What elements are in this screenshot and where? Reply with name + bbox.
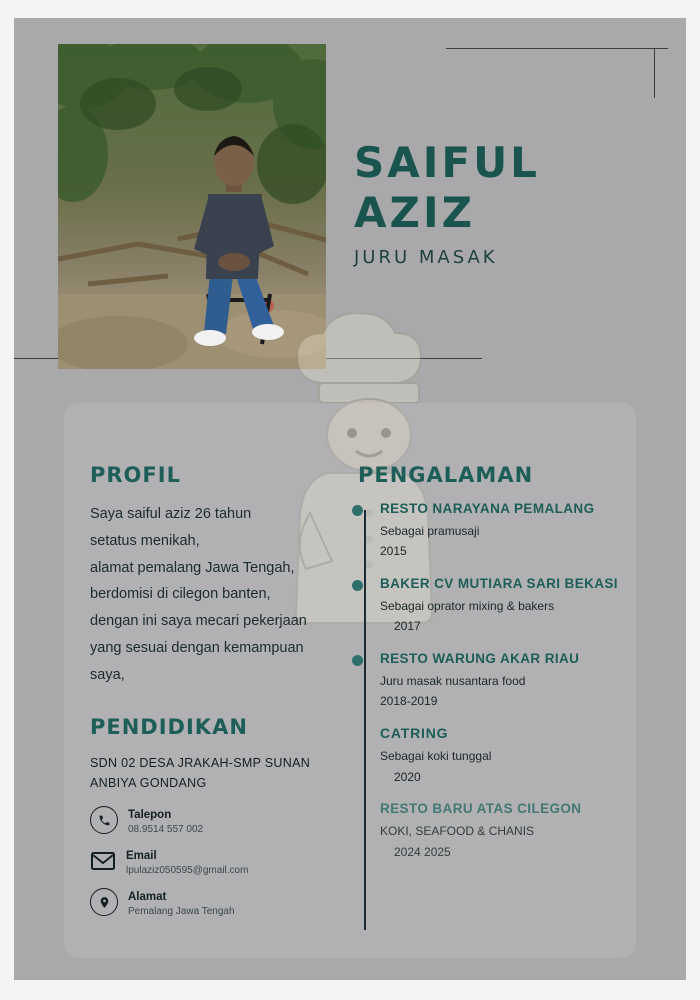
experience-year: 2017 xyxy=(394,619,421,634)
experience-desc: Juru masak nusantara food xyxy=(380,673,526,688)
email-icon xyxy=(90,848,116,874)
section-title-pengalaman: PENGALAMAN xyxy=(358,463,534,487)
profil-line: dengan ini saya mecari pekerjaan xyxy=(90,613,307,630)
first-name: SAIFUL xyxy=(354,138,540,187)
name-block xyxy=(354,138,674,268)
profil-line: setatus menikah, xyxy=(90,532,200,549)
experience-year: 2018-2019 xyxy=(380,693,438,708)
location-icon xyxy=(90,888,118,916)
timeline-dot-icon xyxy=(352,505,363,516)
experience-title: RESTO WARUNG AKAR RIAU xyxy=(380,650,580,666)
contact-value: lpulaziz050595@gmail.com xyxy=(126,864,249,876)
profil-text xyxy=(90,501,350,689)
education-line: SDN 02 DESA JRAKAH-SMP SUNAN xyxy=(90,755,311,770)
right-column xyxy=(358,463,628,876)
experience-year: 2024 2025 xyxy=(394,844,451,859)
timeline-dot-icon xyxy=(352,655,363,666)
job-role: JURU MASAK xyxy=(354,247,498,269)
contact-email[interactable] xyxy=(90,846,350,877)
experience-desc: Sebagai oprator mixing & bakers xyxy=(380,598,555,613)
experience-item xyxy=(358,725,628,787)
experience-year: 2015 xyxy=(380,544,407,559)
decorative-rule-vertical xyxy=(654,48,655,98)
experience-desc: KOKI, SEAFOOD & CHANIS xyxy=(380,824,535,839)
section-title-profil: PROFIL xyxy=(90,463,181,487)
experience-year: 2020 xyxy=(394,769,421,784)
contact-value: 08.9514 557 002 xyxy=(128,823,204,835)
experience-title: RESTO NARAYANA PEMALANG xyxy=(380,501,595,516)
profil-line: alamat pemalang Jawa Tengah, xyxy=(90,559,295,576)
experience-title: RESTO BARU ATAS CILEGON xyxy=(380,801,582,817)
experience-desc: Sebagai pramusaji xyxy=(380,524,480,538)
experience-title: BAKER CV MUTIARA SARI BEKASI xyxy=(380,575,618,591)
contact-label: Talepon xyxy=(128,808,172,821)
contact-label: Email xyxy=(126,849,157,862)
education-line: ANBIYA GONDANG xyxy=(90,775,207,790)
profil-line: Saya saiful aziz 26 tahun xyxy=(90,506,252,522)
last-name: AZIZ xyxy=(354,187,476,237)
profil-line: berdomisi di cilegon banten, xyxy=(90,586,271,603)
contact-phone[interactable] xyxy=(90,805,350,836)
left-column xyxy=(90,463,350,918)
experience-item xyxy=(358,651,628,712)
contact-label: Alamat xyxy=(128,890,167,903)
timeline-dot-icon xyxy=(352,580,363,591)
resume-card xyxy=(14,18,686,980)
experience-item xyxy=(358,576,628,637)
decorative-rule-top xyxy=(446,48,668,49)
phone-icon xyxy=(90,806,118,834)
contact-value: Pemalang Jawa Tengah xyxy=(128,905,235,917)
section-title-pendidikan: PENDIDIKAN xyxy=(90,714,248,739)
experience-item xyxy=(358,801,628,862)
profil-line: saya, xyxy=(90,666,125,683)
profil-line: yang sesuai dengan kemampuan xyxy=(90,640,304,657)
experience-item xyxy=(358,501,628,562)
experience-desc: Sebagai koki tunggal xyxy=(380,749,492,764)
education-text xyxy=(90,753,350,793)
contact-address[interactable] xyxy=(90,887,350,918)
experience-title: CATRING xyxy=(380,725,449,742)
